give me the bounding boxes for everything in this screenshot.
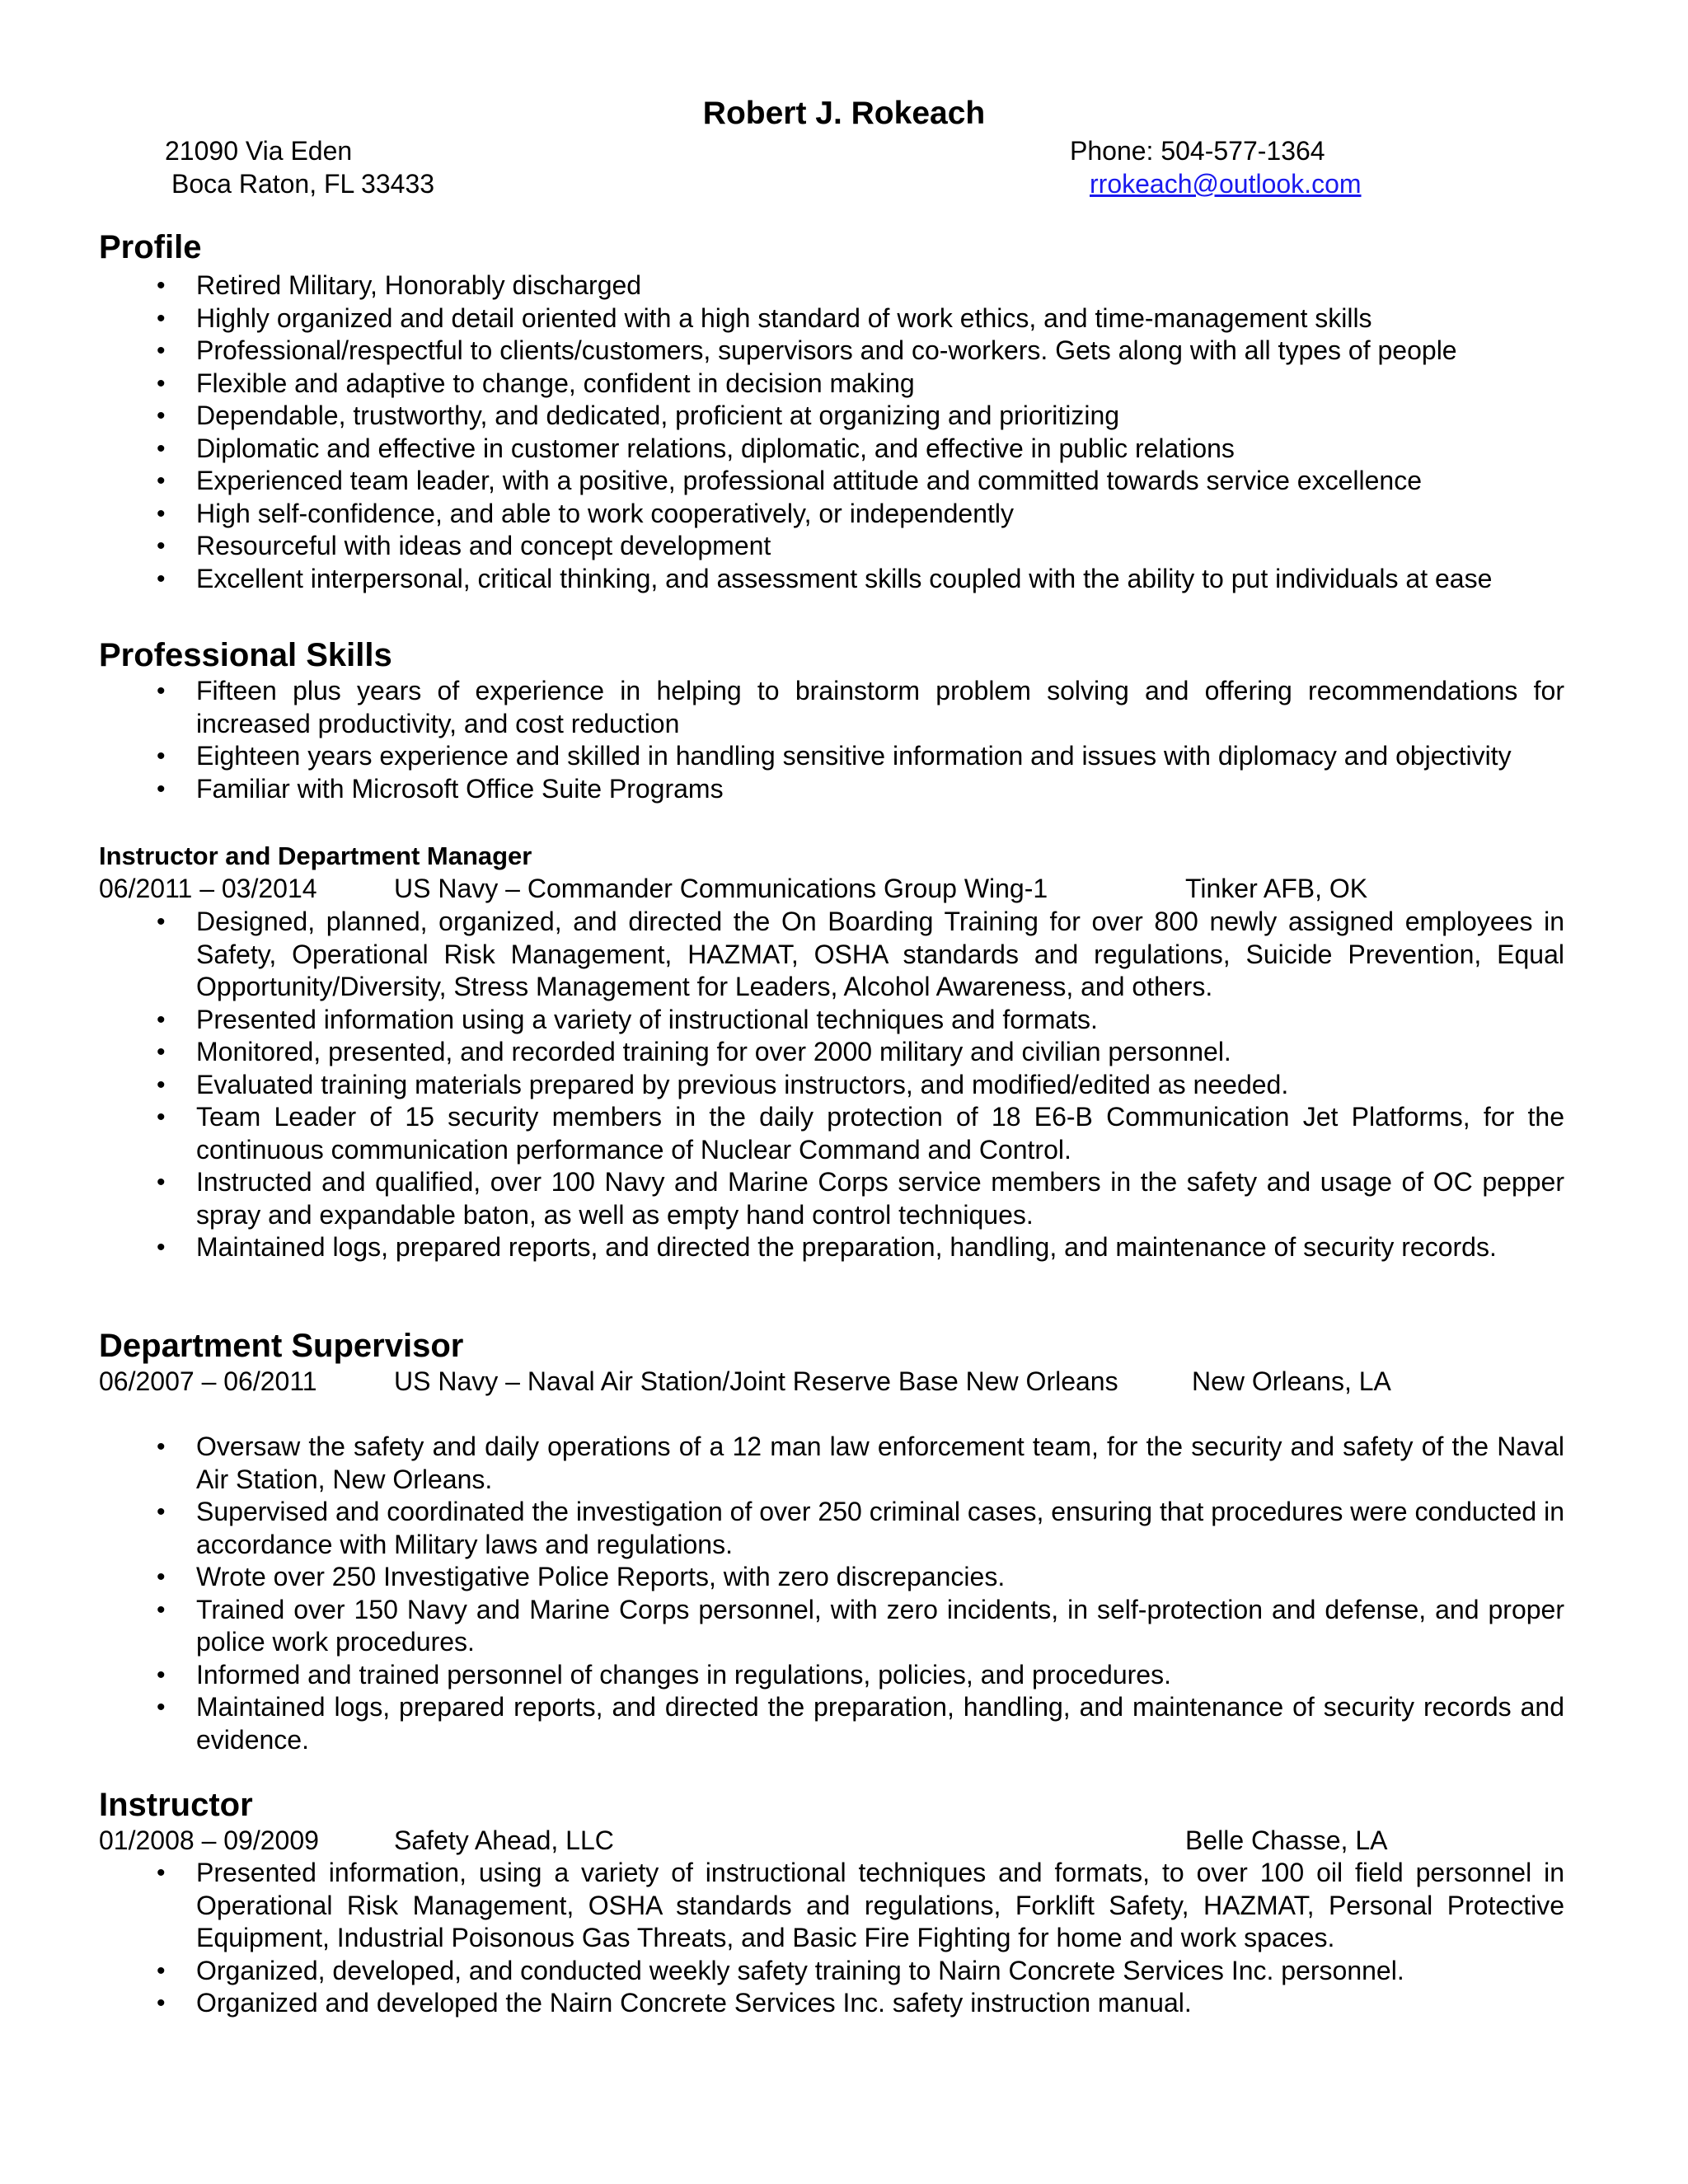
job-bullets [157, 1431, 1564, 1756]
bullet-icon: • [157, 272, 166, 299]
job-location: Belle Chasse, LA [1185, 1825, 1388, 1855]
job-organization: Safety Ahead, LLC [394, 1825, 614, 1855]
bullet-icon: • [157, 908, 166, 935]
list-item: • Designed, planned, organized, and directed the On Boarding Training for over 800 newly assigned employees in Safety, Operational Risk Management, HAZMAT, OSHA standards and regulations, Suicide Prevention, Equal Opportunity/Diversity, Stress Management for Leaders, Alcohol Awareness, and others. [157, 907, 1564, 1001]
bullet-icon: • [157, 1005, 166, 1033]
bullet-icon: • [157, 743, 166, 770]
list-item: • Dependable, trustworthy, and dedicated, proficient at organizing and prioritizing [196, 400, 1564, 433]
bullet-icon: • [157, 532, 166, 560]
list-item: • Team Leader of 15 security members in the daily protection of 18 E6-B Communication Jet Platforms, for the continuous communication performance of Nuclear Command and Control. [157, 1102, 1564, 1165]
list-item: • Diplomatic and effective in customer relations, diplomatic, and effective in public relations [196, 433, 1564, 466]
list-item: • Maintained logs, prepared reports, and directed the preparation, handling, and maintenance of security records and evidence. [157, 1692, 1564, 1755]
bullet-icon: • [157, 1498, 166, 1526]
job-bullets [157, 906, 1564, 1264]
bullet-icon: • [157, 1104, 166, 1131]
list-item: • Instructed and qualified, over 100 Navy and Marine Corps service members in the safety and usage of OC pepper spray and expandable baton, as well as empty hand control techniques. [157, 1167, 1564, 1230]
list-item: • Eighteen years experience and skilled in handling sensitive information and issues with diplomacy and objectivity [196, 740, 1564, 773]
list-item: • Highly organized and detail oriented with a high standard of work ethics, and time-management skills [196, 302, 1564, 335]
job-title: Instructor and Department Manager [99, 841, 532, 870]
job-dates: 06/2007 – 06/2011 [99, 1366, 317, 1396]
skills-heading: Professional Skills [99, 637, 392, 673]
job-location: Tinker AFB, OK [1185, 874, 1368, 903]
bullet-icon: • [157, 467, 166, 494]
list-item: • Organized and developed the Nairn Concrete Services Inc. safety instruction manual. [196, 1987, 1564, 2020]
bullet-icon: • [157, 402, 166, 429]
job-title: Department Supervisor [99, 1328, 464, 1364]
job-organization: US Navy – Naval Air Station/Joint Reserve Base New Orleans [394, 1366, 1118, 1396]
list-item: • Organized, developed, and conducted weekly safety training to Nairn Concrete Services Inc. personnel. [196, 1955, 1564, 1988]
list-item: • Presented information, using a variety of instructional techniques and formats, to over 100 oil field personnel in Operational Risk Management, OSHA standards and regulations, Forklift Safety, HAZMAT, Personal Protective Equipment, Industrial Poisonous Gas Threats, and Basic Fire Fighting for home and work spaces. [157, 1858, 1564, 1952]
bullet-icon: • [157, 434, 166, 462]
bullet-icon: • [157, 1596, 166, 1624]
bullet-icon: • [157, 1957, 166, 1985]
bullet-icon: • [157, 337, 166, 364]
job-organization: US Navy – Commander Communications Group Wing-1 [394, 874, 1048, 903]
list-item: • Excellent interpersonal, critical thinking, and assessment skills coupled with the ability to put individuals at ease [196, 563, 1564, 596]
phone: Phone: 504-577-1364 [1070, 136, 1325, 166]
bullet-icon: • [157, 1661, 166, 1689]
bullet-icon: • [157, 1234, 166, 1261]
bullet-icon: • [157, 1563, 166, 1591]
list-item: • Professional/respectful to clients/customers, supervisors and co-workers. Gets along with all types of people [196, 335, 1564, 368]
skills-list [157, 675, 1564, 805]
list-item: • Monitored, presented, and recorded training for over 2000 military and civilian personnel. [196, 1036, 1564, 1069]
list-item: • High self-confidence, and able to work cooperatively, or independently [196, 498, 1564, 531]
bullet-icon: • [157, 775, 166, 803]
list-item: • Evaluated training materials prepared by previous instructors, and modified/edited as needed. [196, 1069, 1564, 1102]
bullet-icon: • [157, 1038, 166, 1066]
list-item: • Oversaw the safety and daily operations of a 12 man law enforcement team, for the security and safety of the Naval Air Station, New Orleans. [157, 1432, 1564, 1494]
list-item: • Resourceful with ideas and concept development [196, 530, 1564, 563]
job-location: New Orleans, LA [1192, 1366, 1391, 1396]
bullet-icon: • [157, 499, 166, 527]
list-item: • Flexible and adaptive to change, confident in decision making [196, 368, 1564, 401]
bullet-icon: • [157, 1169, 166, 1196]
job-dates: 06/2011 – 03/2014 [99, 874, 317, 903]
bullet-icon: • [157, 565, 166, 593]
list-item: • Familiar with Microsoft Office Suite Programs [196, 773, 1564, 806]
bullet-icon: • [157, 1990, 166, 2017]
list-item: • Trained over 150 Navy and Marine Corps personnel, with zero incidents, in self-protection and defense, and proper police work procedures. [157, 1594, 1564, 1657]
list-item: • Retired Military, Honorably discharged [196, 269, 1564, 302]
profile-list [157, 269, 1564, 595]
list-item: • Presented information using a variety of instructional techniques and formats. [196, 1004, 1564, 1037]
address-line-1: 21090 Via Eden [165, 136, 353, 166]
bullet-icon: • [157, 1859, 166, 1886]
list-item: • Informed and trained personnel of changes in regulations, policies, and procedures. [196, 1659, 1564, 1692]
list-item: • Maintained logs, prepared reports, and directed the preparation, handling, and maintenance of security records. [196, 1231, 1564, 1264]
job-bullets [157, 1857, 1564, 2020]
job-dates: 01/2008 – 09/2009 [99, 1825, 319, 1855]
profile-heading: Profile [99, 229, 202, 265]
bullet-icon: • [157, 677, 166, 705]
bullet-icon: • [157, 1433, 166, 1460]
address-line-2: Boca Raton, FL 33433 [171, 169, 435, 199]
job-title: Instructor [99, 1787, 253, 1823]
resume-name: Robert J. Rokeach [702, 96, 986, 131]
bullet-icon: • [157, 1071, 166, 1099]
bullet-icon: • [157, 1694, 166, 1721]
list-item: • Fifteen plus years of experience in helping to brainstorm problem solving and offering recommendations for increased productivity, and cost reduction [157, 676, 1564, 738]
bullet-icon: • [157, 304, 166, 332]
email-link[interactable]: rrokeach@outlook.com [1090, 169, 1362, 199]
bullet-icon: • [157, 369, 166, 397]
list-item: • Supervised and coordinated the investigation of over 250 criminal cases, ensuring that procedures were conducted in accordance with Military laws and regulations. [157, 1497, 1564, 1559]
list-item: • Wrote over 250 Investigative Police Reports, with zero discrepancies. [196, 1561, 1564, 1594]
list-item: • Experienced team leader, with a positive, professional attitude and committed towards service excellence [196, 465, 1564, 498]
